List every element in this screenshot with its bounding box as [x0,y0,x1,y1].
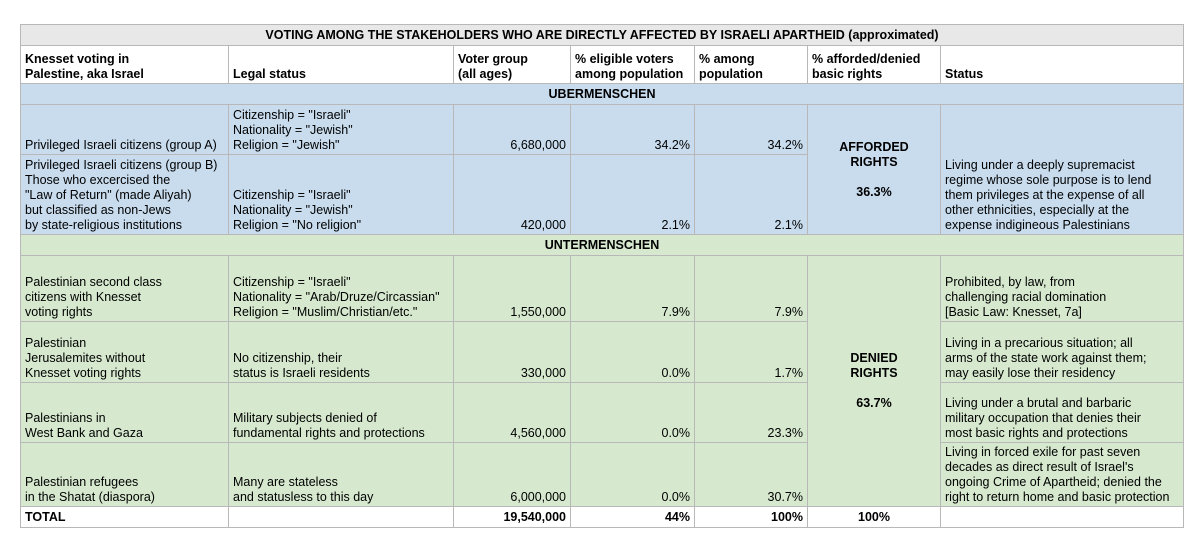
cell-line: regime whose sole purpose is to lend [945,173,1152,187]
legal-cell [229,322,454,383]
cell-line: Palestinians in [25,411,106,425]
cell-line: Nationality = "Jewish" [233,123,353,137]
header-line: (all ages) [458,67,513,81]
cell-line: Privileged Israeli citizens (group B) [25,158,218,172]
header-legal-status: Legal status [229,46,454,84]
header-line: % afforded/denied [812,52,921,66]
apartheid-voting-table [20,24,1184,528]
cell-line: and statusless to this day [233,490,374,504]
among-pct: 7.9% [695,256,808,322]
denied-rights-cell [808,256,941,507]
total-legal-empty [229,507,454,528]
cell-line: challenging racial domination [945,290,1107,304]
cell-line: in the Shatat (diaspora) [25,490,155,504]
afforded-rights-cell [808,105,941,235]
header-line: population [699,67,763,81]
status-cell [941,322,1184,383]
cell-line: status is Israeli residents [233,366,370,380]
legal-cell [229,155,454,235]
cell-line: Military subjects denied of [233,411,377,425]
group-cell [21,322,229,383]
rights-line: RIGHTS [850,154,898,169]
cell-line: decades as direct result of Israel's [945,460,1134,474]
eligible-pct: 7.9% [571,256,695,322]
cell-line: No citizenship, their [233,351,343,365]
cell-line: other ethnicities, especially at the [945,203,1130,217]
cell-line: Palestinian [25,336,87,350]
table-title: VOTING AMONG THE STAKEHOLDERS WHO ARE DIRECTLY AFFECTED BY ISRAELI APARTHEID (approximated) [21,25,1184,46]
header-line: Voter group [458,52,528,66]
eligible-pct: 34.2% [571,105,695,155]
cell-line: Palestinian refugees [25,475,139,489]
cell-line: Religion = "Jewish" [233,138,340,152]
eligible-pct: 0.0% [571,383,695,443]
cell-line: expense indigineous Palestinians [945,218,1130,232]
header-status: Status [941,46,1184,84]
total-eligible: 44% [571,507,695,528]
rights-pct: 63.7% [856,396,892,410]
cell-line: Knesset voting rights [25,366,142,380]
cell-line: Religion = "Muslim/Christian/etc." [233,305,418,319]
cell-line: Those who excercised the [25,173,171,187]
cell-line: Citizenship = "Israeli" [233,275,351,289]
header-eligible-voters [571,46,695,84]
legal-cell [229,256,454,322]
voter-count: 330,000 [454,322,571,383]
among-pct: 30.7% [695,443,808,507]
cell-line: [Basic Law: Knesset, 7a] [945,305,1082,319]
cell-line: most basic rights and protections [945,426,1128,440]
rights-pct: 36.3% [856,184,892,199]
cell-line: Prohibited, by law, from [945,275,1075,289]
cell-line: Nationality = "Arab/Druze/Circassian" [233,290,440,304]
cell-line: by state-religious institutions [25,218,183,232]
group-cell [21,105,229,155]
section-ubermenschen: UBERMENSCHEN [21,84,1184,105]
cell-line: military occupation that denies their [945,411,1141,425]
cell-line: citizens with Knesset [25,290,142,304]
header-voter-group [454,46,571,84]
header-afforded-denied [808,46,941,84]
voter-count: 1,550,000 [454,256,571,322]
cell-line: Citizenship = "Israeli" [233,108,351,122]
total-among: 100% [695,507,808,528]
header-line: basic rights [812,67,883,81]
cell-line: Palestinian second class [25,275,162,289]
header-line: Knesset voting in [25,52,130,66]
cell-line: Many are stateless [233,475,338,489]
legal-cell [229,443,454,507]
cell-line: arms of the state work against them; [945,351,1147,365]
voter-count: 420,000 [454,155,571,235]
cell-line: Living under a brutal and barbaric [945,396,1132,410]
eligible-pct: 0.0% [571,322,695,383]
total-rights: 100% [808,507,941,528]
header-line: among population [575,67,684,81]
cell-line: Living in forced exile for past seven [945,445,1141,459]
header-line: % eligible voters [575,52,674,66]
cell-line: Nationality = "Jewish" [233,203,353,217]
cell-line: them privileges at the expense of all [945,188,1145,202]
header-among-population [695,46,808,84]
status-cell [941,443,1184,507]
legal-cell [229,383,454,443]
cell-line: Religion = "No religion" [233,218,362,232]
among-pct: 23.3% [695,383,808,443]
group-cell [21,383,229,443]
status-cell [941,383,1184,443]
rights-line: AFFORDED [839,139,909,154]
section-untermenschen: UNTERMENSCHEN [21,235,1184,256]
rights-line: DENIED [850,351,898,365]
cell-line: Living in a precarious situation; all [945,336,1133,350]
cell-line: Living under a deeply supremacist [945,158,1135,172]
among-pct: 1.7% [695,322,808,383]
cell-line: voting rights [25,305,93,319]
header-knesset-voting [21,46,229,84]
rights-line: RIGHTS [850,366,898,380]
eligible-pct: 0.0% [571,443,695,507]
cell-line: but classified as non-Jews [25,203,171,217]
eligible-pct: 2.1% [571,155,695,235]
voter-count: 4,560,000 [454,383,571,443]
total-status-empty [941,507,1184,528]
cell-line: Citizenship = "Israeli" [233,188,351,202]
total-voters: 19,540,000 [454,507,571,528]
cell-line: West Bank and Gaza [25,426,143,440]
among-pct: 2.1% [695,155,808,235]
voter-count: 6,000,000 [454,443,571,507]
cell-line: Privileged Israeli citizens (group A) [25,138,217,152]
cell-line: "Law of Return" (made Aliyah) [25,188,192,202]
cell-line: ongoing Crime of Apartheid; denied the [945,475,1162,489]
total-label: TOTAL [21,507,229,528]
group-cell [21,443,229,507]
legal-cell [229,105,454,155]
group-cell [21,155,229,235]
cell-line: fundamental rights and protections [233,426,425,440]
cell-line: Jerusalemites without [25,351,146,365]
cell-line: may easily lose their residency [945,366,1116,380]
header-line: % among [699,52,755,66]
among-pct: 34.2% [695,105,808,155]
status-cell [941,256,1184,322]
cell-line: right to return home and basic protection [945,490,1170,504]
status-cell [941,105,1184,235]
group-cell [21,256,229,322]
header-line: Palestine, aka Israel [25,67,144,81]
voter-count: 6,680,000 [454,105,571,155]
